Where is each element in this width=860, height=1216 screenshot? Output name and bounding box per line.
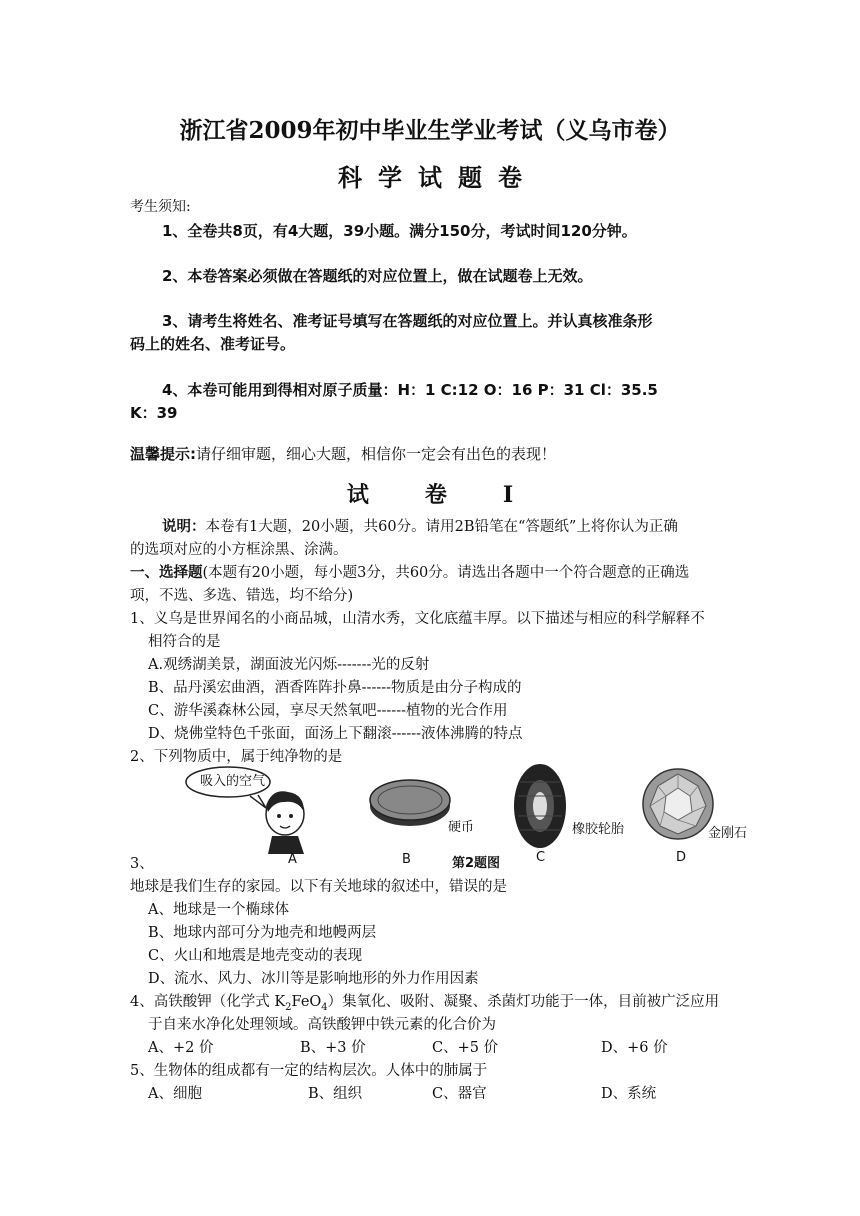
question-1-option-d: D、烧佛堂特色千张面，面汤上下翻滚------液体沸腾的特点 — [148, 726, 523, 742]
hint-line — [130, 443, 556, 464]
question-4-option-c: C、+5 价 — [432, 1040, 499, 1056]
hint-text: 请仔细审题，细心大题，相信你一定会有出色的表现！ — [196, 445, 557, 463]
notice-rule-4-cont: K：39 — [130, 404, 178, 422]
description-text: 本卷有1大题，20小题，共60分。请用2B铅笔在“答题纸”上将你认为正确 — [205, 519, 678, 535]
description-label: 说明： — [162, 518, 206, 535]
question-5-stem: 5、生物体的组成都有一定的结构层次。人体中的肺属于 — [130, 1063, 488, 1079]
question-3-option-a: A、地球是一个椭球体 — [148, 902, 289, 918]
question-3-number: 3、 — [130, 856, 154, 872]
notice-label: 考生须知: — [130, 199, 191, 215]
question-4-text-start: 4、高铁酸钾（化学式 K — [130, 994, 286, 1010]
question-5-option-b: B、组织 — [308, 1086, 363, 1102]
section-description-cont: 的选项对应的小方框涂黑、涂满。 — [130, 542, 348, 558]
page-title: 浙江省2009年初中毕业生学业考试（义乌市卷） — [179, 117, 681, 144]
formula-feo: FeO — [291, 994, 322, 1010]
figure-letter-a: A — [288, 852, 297, 867]
notice-rule-1: 1、全卷共8页，有4大题，39小题。满分150分，考试时间120分钟。 — [162, 222, 637, 240]
question-1-stem: 1、义乌是世界闻名的小商品城，山清水秀，文化底蕴丰厚。以下描述与相应的科学解释不 — [130, 611, 705, 627]
notice-rule-4: 4、本卷可能用到得相对原子质量：H：1 C:12 O：16 P：31 Cl：35.5 — [162, 381, 658, 399]
tire-illustration — [510, 762, 570, 850]
question-1-option-a: A.观绣湖美景，湖面波光闪烁-------光的反射 — [148, 657, 430, 673]
section-title-char-1: 试 — [346, 482, 369, 508]
question-1-option-b: B、品丹溪宏曲酒，酒香阵阵扑鼻------物质是由分子构成的 — [148, 680, 522, 696]
question-3-stem: 地球是我们生存的家园。以下有关地球的叙述中，错误的是 — [130, 879, 507, 895]
page-subtitle: 科学试题卷 — [338, 163, 538, 192]
hint-label: 温馨提示: — [130, 445, 196, 463]
part-instructions-cont: 项，不选、多选、错选，均不给分) — [130, 588, 354, 604]
part-label: 一、选择题 — [130, 564, 203, 581]
question-4-option-b: B、+3 价 — [300, 1040, 366, 1056]
question-3-option-b: B、地球内部可分为地壳和地幔两层 — [148, 925, 377, 941]
question-5-option-d: D、系统 — [601, 1086, 657, 1102]
question-4-stem-cont: 于自来水净化处理领域。高铁酸钾中铁元素的化合价为 — [148, 1017, 496, 1033]
section-description — [162, 515, 678, 536]
tire-label: 橡胶轮胎 — [572, 822, 625, 837]
question-2-figure — [180, 762, 760, 870]
part-instructions: (本题有20小题，每小题3分，共60分。请选出各题中一个符合题意的正确选 — [202, 565, 690, 581]
question-3-option-c: C、火山和地震是地壳变动的表现 — [148, 948, 363, 964]
notice-rule-2: 2、本卷答案必须做在答题纸的对应位置上，做在试题卷上无效。 — [162, 267, 593, 285]
question-5-option-a: A、细胞 — [148, 1086, 202, 1102]
diamond-illustration — [640, 766, 716, 842]
question-5-option-c: C、器官 — [432, 1086, 487, 1102]
figure-caption: 第2题图 — [452, 856, 501, 871]
notice-rule-3: 3、请考生将姓名、准考证号填写在答题纸的对应位置上。并认真核准条形 — [162, 312, 653, 330]
question-3-option-d: D、流水、风力、冰川等是影响地形的外力作用因素 — [148, 971, 479, 987]
question-2-stem: 2、下列物质中，属于纯净物的是 — [130, 749, 343, 765]
speech-bubble-text: 吸入的空气 — [200, 774, 266, 789]
question-1-stem-cont: 相符合的是 — [148, 634, 221, 650]
diamond-label: 金刚石 — [708, 826, 748, 841]
question-4-text-end: ）集氧化、吸附、凝聚、杀菌灯功能于一体，目前被广泛应用 — [327, 994, 720, 1010]
section-title-numeral: I — [502, 482, 514, 508]
figure-letter-c: C — [536, 850, 546, 865]
coin-label: 硬币 — [448, 820, 475, 835]
section-title — [0, 478, 860, 509]
figure-letter-d: D — [676, 850, 687, 865]
question-1-option-c: C、游华溪森林公园，享尽天然氧吧------植物的光合作用 — [148, 703, 508, 719]
subscript-4: 4 — [321, 1001, 328, 1013]
question-4-option-a: A、+2 价 — [148, 1040, 214, 1056]
section-title-char-2: 卷 — [424, 482, 447, 508]
notice-rule-3-cont: 码上的姓名、准考证号。 — [130, 335, 296, 353]
coin-illustration — [366, 776, 454, 832]
figure-letter-b: B — [402, 852, 411, 867]
question-4-stem — [130, 990, 719, 1013]
question-4-option-d: D、+6 价 — [601, 1040, 668, 1056]
subscript-2: 2 — [285, 1001, 292, 1013]
part-heading — [130, 561, 689, 582]
